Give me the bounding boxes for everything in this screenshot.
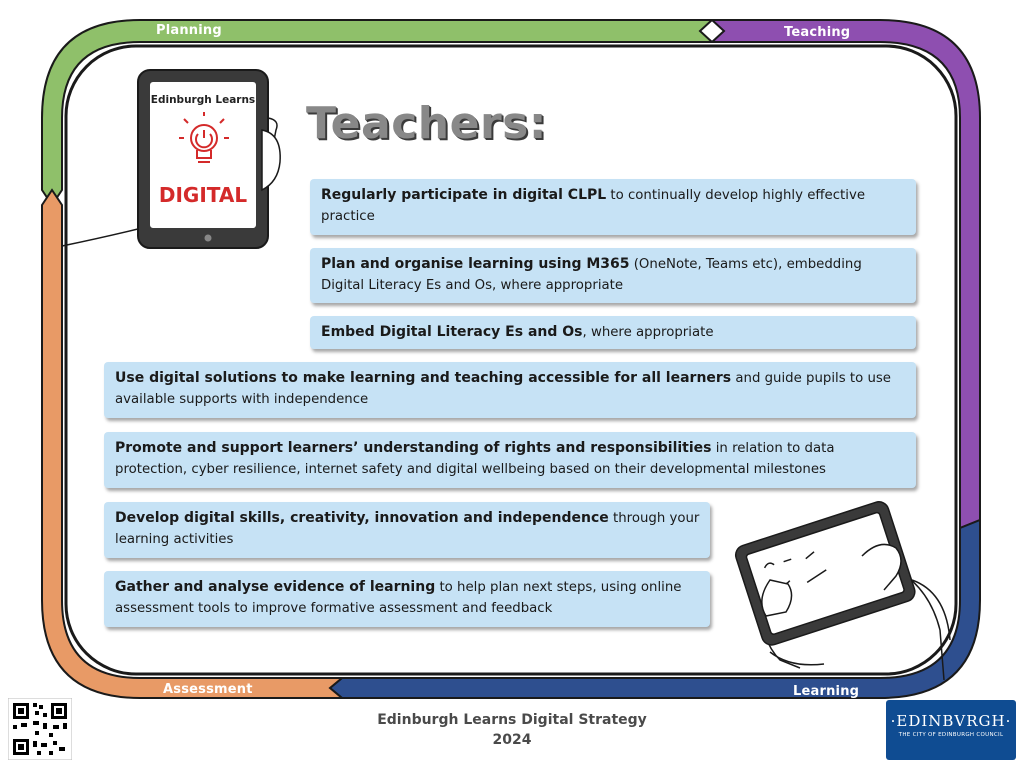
statement-box-4 <box>104 362 916 418</box>
footer-title: Edinburgh Learns Digital Strategy <box>377 712 647 728</box>
statement-7-text: to help plan next steps, using online assessment tools to improve formative assessment and feedback <box>115 580 682 616</box>
statement-box-3 <box>310 316 916 349</box>
qr-code-icon <box>8 698 72 760</box>
statement-2-text: (OneNote, Teams etc), embedding Digital Literacy Es and Os, where appropriate <box>321 257 862 293</box>
statement-6-bold: Develop digital skills, creativity, innovation and independence <box>115 510 609 526</box>
statement-box-6 <box>104 502 710 558</box>
statement-5-text: in relation to data protection, cyber resilience, internet safety and digital wellbeing based on their developmental milestones <box>115 441 835 477</box>
statement-3-text: , where appropriate <box>582 325 714 340</box>
statement-4-text: and guide pupils to use available supports with independence <box>115 371 891 407</box>
footer-year: 2024 <box>492 732 532 748</box>
statement-4-bold: Use digital solutions to make learning and teaching accessible for all learners <box>115 370 732 386</box>
statement-3-bold: Embed Digital Literacy Es and Os <box>321 324 583 340</box>
tablet-brand-line1: Edinburgh Learns <box>150 94 256 106</box>
tablet-brand-line2: DIGITAL <box>158 183 248 207</box>
statement-7-bold: Gather and analyse evidence of learning <box>115 579 436 595</box>
statement-1-bold: Regularly participate in digital CLPL <box>321 187 607 203</box>
statement-box-1 <box>310 179 916 235</box>
teaching-label: Teaching <box>784 25 851 40</box>
planning-label: Planning <box>156 23 222 38</box>
council-logo-subtitle: THE CITY OF EDINBURGH COUNCIL <box>898 732 1004 738</box>
statement-2-bold: Plan and organise learning using M365 <box>321 256 630 272</box>
council-logo <box>886 700 1016 760</box>
statement-6-text: through your learning activities <box>115 511 700 547</box>
council-logo-wordmark: ·EDINBVRGH· <box>890 712 1012 730</box>
learning-label: Learning <box>793 684 860 699</box>
statement-1-text: to continually develop highly effective practice <box>321 188 865 224</box>
statement-5-bold: Promote and support learners’ understanding of rights and responsibilities <box>115 440 712 456</box>
statement-box-2 <box>310 248 916 303</box>
page-title: Teachers: <box>306 98 547 149</box>
assessment-label: Assessment <box>163 682 253 697</box>
statement-box-7 <box>104 571 710 627</box>
statement-box-5 <box>104 432 916 488</box>
